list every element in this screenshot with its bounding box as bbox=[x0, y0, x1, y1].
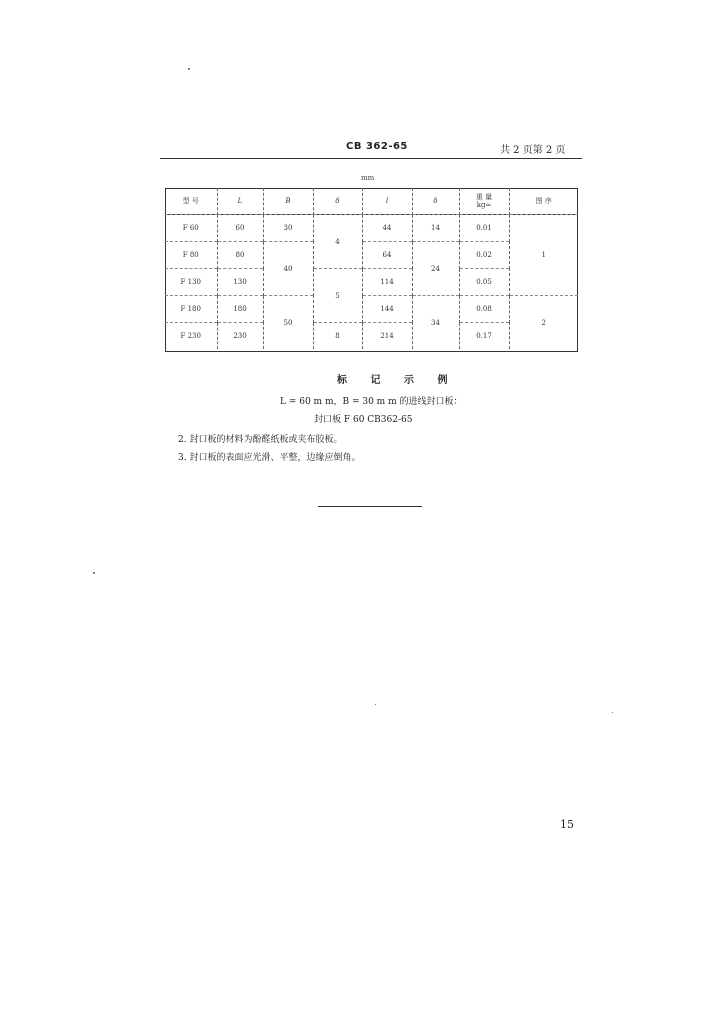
cell-b: 4 bbox=[313, 215, 362, 269]
unit-label: mm bbox=[361, 174, 375, 182]
cell-b: 5 bbox=[313, 269, 362, 323]
cell-l: 64 bbox=[362, 242, 412, 269]
cell-weight: 0.05 bbox=[459, 269, 509, 296]
header-figure: 图 序 bbox=[509, 188, 578, 215]
cell-L: 230 bbox=[217, 323, 263, 350]
cell-B: 30 bbox=[263, 215, 313, 242]
header-rule bbox=[160, 158, 582, 159]
cell-s: 14 bbox=[412, 215, 459, 242]
document-code: CB 362-65 bbox=[346, 141, 408, 152]
marking-example-line1: L = 60 m m，B = 30 m m 的进线封口板： bbox=[280, 397, 463, 407]
cell-L: 60 bbox=[217, 215, 263, 242]
table-row bbox=[165, 215, 578, 242]
page-info: 共 2 页第 2 页 bbox=[500, 145, 566, 156]
cell-s: 34 bbox=[412, 296, 459, 350]
header-s: δ bbox=[412, 188, 459, 215]
cell-L: 130 bbox=[217, 269, 263, 296]
marking-example-line2: 封口板 F 60 CB362-65 bbox=[314, 415, 413, 425]
scan-speck bbox=[188, 68, 190, 70]
scan-speck bbox=[375, 704, 376, 705]
scan-speck bbox=[93, 572, 95, 574]
cell-model: F 80 bbox=[165, 242, 217, 269]
header-L: L bbox=[217, 188, 263, 215]
cell-B: 50 bbox=[263, 296, 313, 350]
header-l: l bbox=[362, 188, 412, 215]
table-row bbox=[165, 296, 578, 323]
specification-table bbox=[165, 188, 578, 349]
header-b: δ bbox=[313, 188, 362, 215]
cell-weight: 0.17 bbox=[459, 323, 509, 350]
page-number: 15 bbox=[560, 818, 574, 831]
cell-figure: 1 bbox=[509, 215, 578, 296]
cell-l: 114 bbox=[362, 269, 412, 296]
note-3: 3. 封口板的表面应光滑、平整，边缘应倒角。 bbox=[178, 453, 361, 463]
cell-b: 8 bbox=[313, 323, 362, 350]
header-B: B bbox=[263, 188, 313, 215]
cell-L: 80 bbox=[217, 242, 263, 269]
cell-B: 40 bbox=[263, 242, 313, 296]
end-rule bbox=[318, 506, 422, 507]
cell-model: F 230 bbox=[165, 323, 217, 350]
cell-weight: 0.01 bbox=[459, 215, 509, 242]
cell-s: 24 bbox=[412, 242, 459, 296]
scan-speck bbox=[612, 712, 613, 713]
cell-l: 144 bbox=[362, 296, 412, 323]
cell-l: 44 bbox=[362, 215, 412, 242]
note-2: 2. 封口板的材料为酚醛纸板或夹布胶板。 bbox=[178, 435, 343, 445]
cell-weight: 0.02 bbox=[459, 242, 509, 269]
cell-L: 180 bbox=[217, 296, 263, 323]
cell-model: F 130 bbox=[165, 269, 217, 296]
table-header-row bbox=[165, 188, 578, 215]
header-weight-unit: kg≈ bbox=[476, 201, 492, 209]
cell-model: F 60 bbox=[165, 215, 217, 242]
cell-l: 214 bbox=[362, 323, 412, 350]
cell-figure: 2 bbox=[509, 296, 578, 350]
cell-model: F 180 bbox=[165, 296, 217, 323]
header-model: 型 号 bbox=[182, 197, 199, 205]
marking-example-title: 标 记 示 例 bbox=[337, 375, 458, 386]
cell-weight: 0.08 bbox=[459, 296, 509, 323]
header-weight bbox=[459, 188, 509, 215]
header-weight-label: 重 量 bbox=[475, 193, 493, 201]
